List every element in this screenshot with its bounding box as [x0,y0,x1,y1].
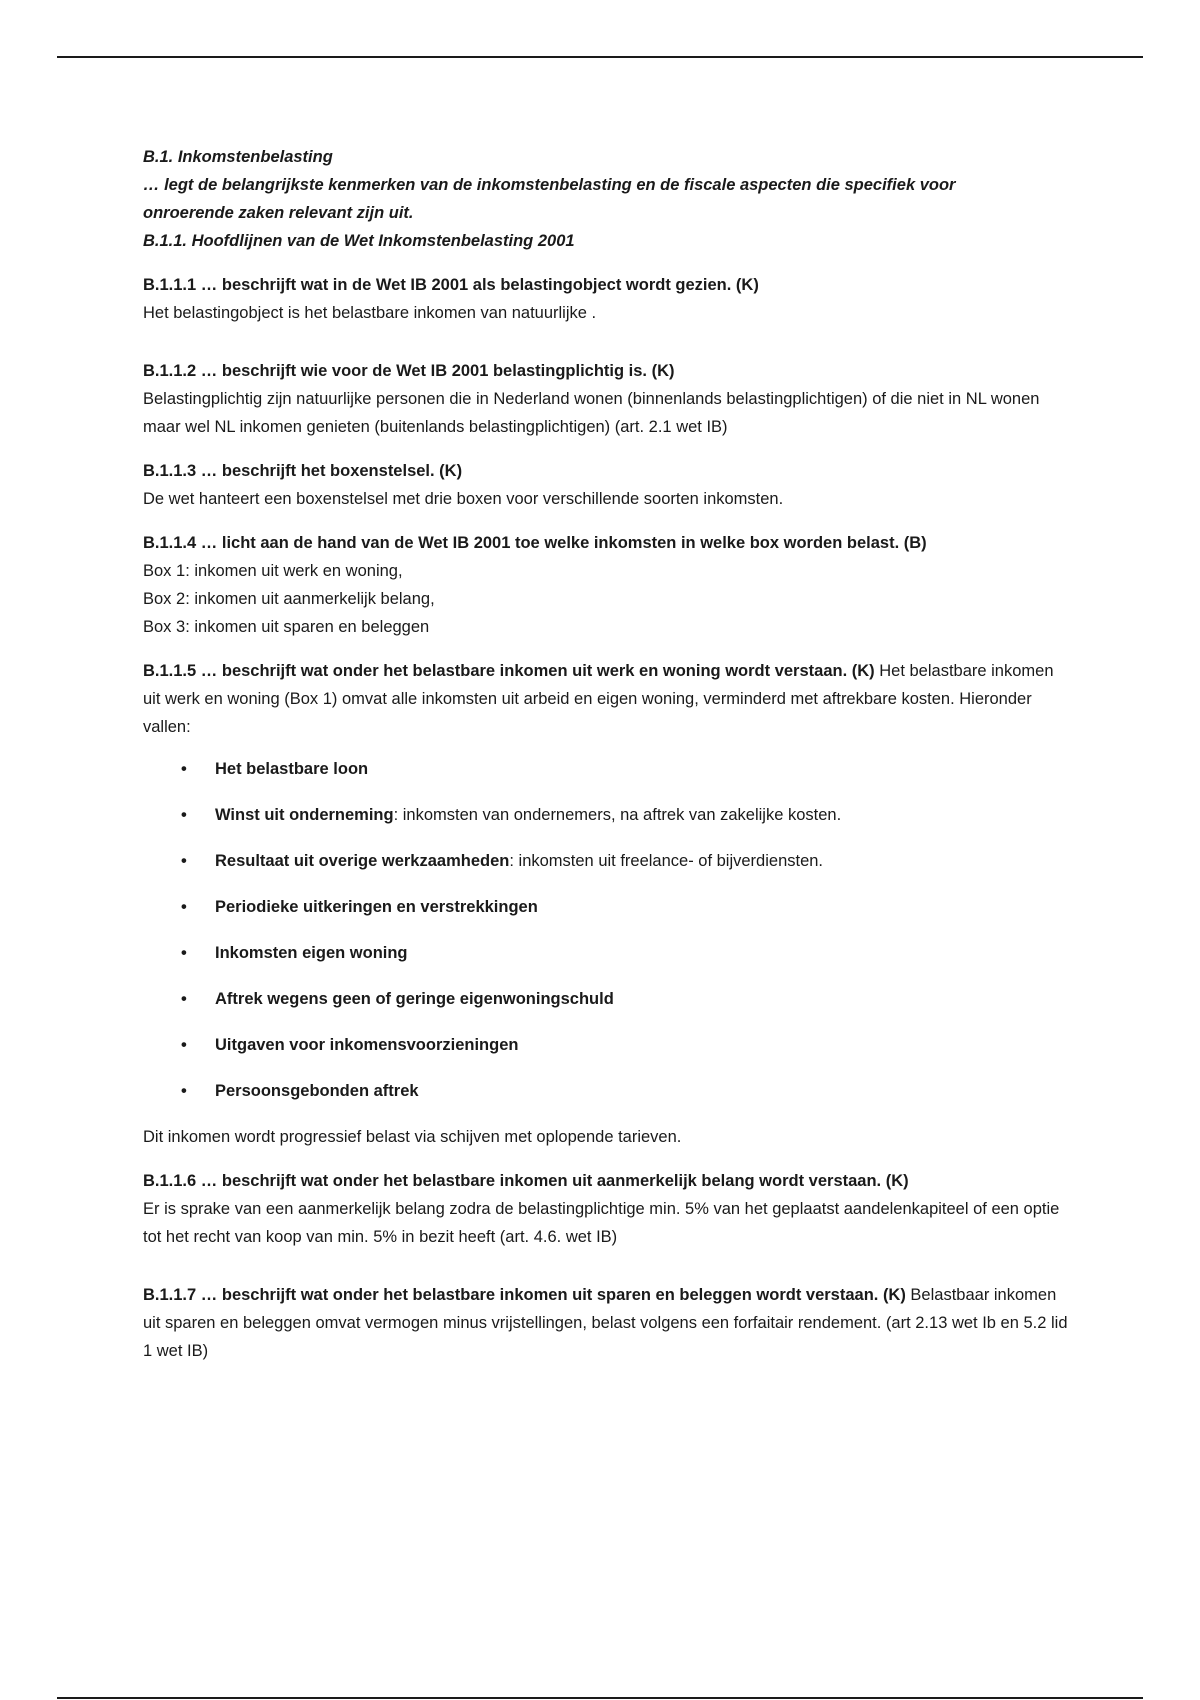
paragraph-b1-1-5 [143,657,1068,741]
heading-b1-1-3: B.1.1.3 … beschrijft het boxenstelsel. (K) [143,462,463,480]
list-item [143,1031,1068,1059]
paragraph-b1-1-7 [143,1281,1068,1365]
text-b1-1-6: Er is sprake van een aanmerkelijk belang zodra de belastingplichtige min. 5% van het geplaatst aandelenkapiteel of een optie tot het recht van koop van min. 5% in bezit heeft (art. 4.6. wet IB) [143,1200,1060,1246]
section-subtitle: B.1.1. Hoofdlijnen van de Wet Inkomstenbelasting 2001 [143,232,575,250]
heading-b1-1-5: B.1.1.5 … beschrijft wat onder het belastbare inkomen uit werk en woning wordt verstaan. (K) [143,662,875,680]
list-item [143,755,1068,783]
list-item-term: Aftrek wegens geen of geringe eigenwoningschuld [215,990,614,1008]
bullet-icon: • [181,898,187,916]
bullet-icon: • [181,760,187,778]
list-item-term: Resultaat uit overige werkzaamheden [215,852,510,870]
list-item-term: Het belastbare loon [215,760,369,778]
bullet-icon: • [181,852,187,870]
bullet-icon: • [181,1082,187,1100]
list-item-term: Uitgaven voor inkomensvoorzieningen [215,1036,519,1054]
list-item [143,893,1068,921]
list-item-term: Periodieke uitkeringen en verstrekkingen [215,898,538,916]
chapter-title: B.1. Inkomstenbelasting [143,148,333,166]
list-item [143,847,1068,875]
bullet-icon: • [181,990,187,1008]
box-3-line: Box 3: inkomen uit sparen en beleggen [143,618,430,636]
list-item-description: : inkomsten van ondernemers, na aftrek van zakelijke kosten. [393,806,842,824]
bullet-icon: • [181,1036,187,1054]
heading-b1-1-7: B.1.1.7 … beschrijft wat onder het belastbare inkomen uit sparen en beleggen wordt verstaan. (K) [143,1286,906,1304]
text-b1-1-7: Belastbaar inkomen uit sparen en beleggen omvat vermogen minus vrijstellingen, belast volgens een forfaitair rendement. (art 2.13 wet Ib en 5.2 lid 1 wet IB) [143,1286,1068,1360]
top-rule [57,56,1143,58]
text-b1-1-5: Het belastbare inkomen uit werk en woning (Box 1) omvat alle inkomsten uit arbeid en eigen woning, verminderd met aftrekbare kosten. Hieronder vallen: [143,662,1054,736]
document-body [143,143,1068,1365]
text-b1-1-1: Het belastingobject is het belastbare inkomen van natuurlijke . [143,304,597,322]
heading-b1-1-2: B.1.1.2 … beschrijft wie voor de Wet IB 2001 belastingplichtig is. (K) [143,362,675,380]
heading-b1-1-6: B.1.1.6 … beschrijft wat onder het belastbare inkomen uit aanmerkelijk belang wordt verstaan. (K) [143,1172,909,1190]
box-2-line: Box 2: inkomen uit aanmerkelijk belang, [143,590,435,608]
list-item-description: : inkomsten uit freelance- of bijverdiensten. [509,852,824,870]
list-item [143,801,1068,829]
bullet-icon: • [181,944,187,962]
heading-b1-1-1: B.1.1.1 … beschrijft wat in de Wet IB 2001 als belastingobject wordt gezien. (K) [143,276,759,294]
list-item [143,985,1068,1013]
text-b1-1-2: Belastingplichtig zijn natuurlijke personen die in Nederland wonen (binnenlands belastingplichtigen) of die niet in NL wonen maar wel NL inkomen genieten (buitenlands belastingplichtigen) (art. 2.1 wet IB) [143,390,1040,436]
list-item-term: Persoonsgebonden aftrek [215,1082,419,1100]
heading-b1-1-4: B.1.1.4 … licht aan de hand van de Wet IB 2001 toe welke inkomsten in welke box worden belast. (B) [143,534,927,552]
text-b1-1-3: De wet hanteert een boxenstelsel met drie boxen voor verschillende soorten inkomsten. [143,490,784,508]
list-item [143,1077,1068,1105]
bullet-icon: • [181,806,187,824]
list-item-term: Winst uit onderneming [215,806,394,824]
list-item-term: Inkomsten eigen woning [215,944,408,962]
box1-income-list [143,755,1068,1105]
list-item [143,939,1068,967]
intro-line-2: onroerende zaken relevant zijn uit. [143,204,414,222]
box-1-line: Box 1: inkomen uit werk en woning, [143,562,403,580]
text-progressive: Dit inkomen wordt progressief belast via schijven met oplopende tarieven. [143,1128,682,1146]
bottom-rule [57,1697,1143,1699]
intro-line-1: … legt de belangrijkste kenmerken van de inkomstenbelasting en de fiscale aspecten die specifiek voor [143,176,956,194]
